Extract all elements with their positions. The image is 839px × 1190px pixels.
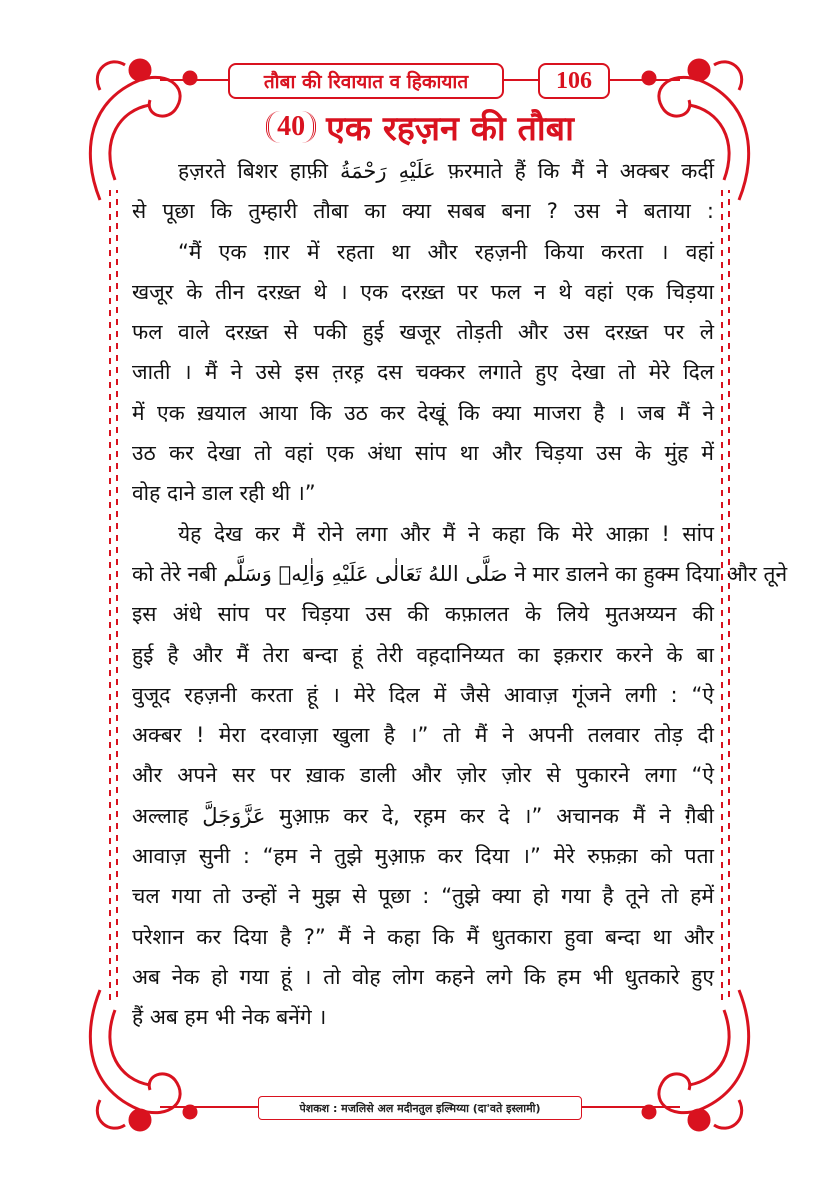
body-text [132, 151, 788, 1038]
text-line: और अपने सर पर ख़ाक डाली और ज़ोर ज़ोर से पुकारने लगा “ऐ [132, 763, 714, 788]
text-line: अब नेक हो गया हूं । तो वोह लोग कहने लगे कि हम भी धुतकारे हुए [132, 964, 714, 989]
text-line: को तेरे नबी صَلَّى اللهُ تَعَالٰى عَلَيْهِ وَاٰلِهٖ وَسَلَّم ने मार डालने का हुक्म दिया और तूने [132, 561, 788, 586]
footer-publisher [258, 1096, 582, 1120]
book-title-text: तौबा की रिवायात व हिकायात [263, 71, 469, 93]
text-line: चल गया तो उन्हों ने मुझ से पूछा : “तुझे क्या हो गया है तूने तो हमें [132, 884, 714, 909]
page-number-text: 106 [556, 67, 592, 94]
text-line: येह देख कर मैं रोने लगा और मैं ने कहा कि मेरे आक़ा ! सांप [178, 521, 714, 546]
text-line: खजूर के तीन दरख़्त थे । एक दरख़्त पर फल न थे वहां एक चिड़या [132, 279, 714, 304]
text-line: वोह दाने डाल रही थी ।” [132, 481, 316, 506]
text-line: से पूछा कि तुम्हारी तौबा का क्या सबब बना ? उस ने बताया : [132, 199, 714, 224]
text-line: जाती । मैं ने उसे इस त़रह़ दस चक्कर लगाते हुए देखा तो मेरे दिल [132, 360, 714, 385]
chapter-heading [210, 103, 630, 151]
chapter-title: एक रहज़न की तौबा [326, 109, 574, 149]
page-number [538, 63, 610, 99]
text-line: अक्बर ! मेरा दरवाज़ा खुला है ।” तो मैं ने अपनी तलवार तोड़ दी [132, 723, 714, 748]
text-line: अल्लाह عَزَّوَجَلَّ मुआ़फ़ कर दे, रह़म कर दे ।” अचानक मैं ने ग़ैबी [132, 803, 714, 828]
text-line: इस अंधे सांप पर चिड़या उस की कफ़ालत के लिये मुतअय्यन की [132, 602, 714, 627]
book-title [228, 63, 504, 99]
text-line: आवाज़ सुनी : “हम ने तुझे मुआ़फ़ कर दिया ।” मेरे रुफ़क़ा को पता [132, 844, 714, 869]
text-line: में एक ख़याल आया कि उठ कर देखूं कि क्या माजरा है । जब मैं ने [132, 400, 714, 425]
chapter-number: 40 [266, 111, 316, 143]
text-line: हुई है और मैं तेरा बन्दा हूं तेरी वह़दानिय्यत का इक़रार करने के बा [132, 642, 714, 667]
text-line: हज़रते बिशर हाफ़ी عَلَيْهِ رَحْمَةُ फ़रमाते हैं कि मैं ने अक्बर कर्दी [178, 159, 714, 183]
text-line: फल वाले दरख़्त से पकी हुई खजूर तोड़ती और उस दरख़्त पर ले [132, 320, 714, 345]
text-line: उठ कर देखा तो वहां एक अंधा सांप था और चिड़या उस के मुंह में [132, 441, 714, 466]
footer-text: पेशकश : मजलिसे अल मदीनतुल इल्मिय्या (दा'वते इस्लामी) [299, 1101, 541, 1115]
text-line: परेशान कर दिया है ?” मैं ने कहा कि मैं धुतकारा हुवा बन्दा था और [132, 924, 714, 949]
text-line: वुजूद रहज़नी करता हूं । मेरे दिल में जैसे आवाज़ गूंजने लगी : “ऐ [132, 682, 714, 707]
text-line: हैं अब हम भी नेक बनेंगे । [132, 1005, 327, 1030]
text-line: “मैं एक ग़ार में रहता था और रहज़नी किया करता । वहां [178, 239, 714, 264]
